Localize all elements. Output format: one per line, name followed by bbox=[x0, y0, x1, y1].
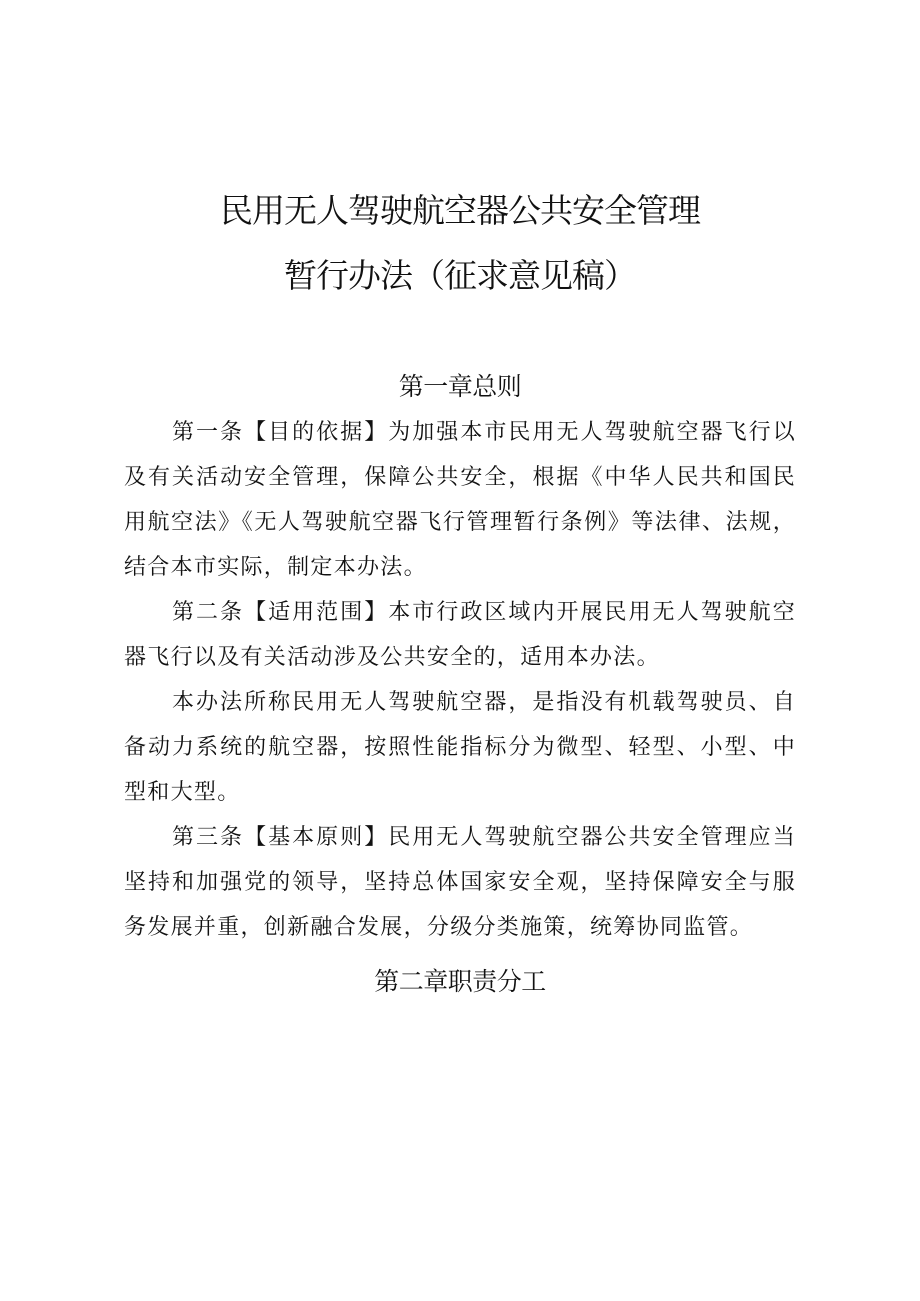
article-1-paragraph: 第一条【目的依据】为加强本市民用无人驾驶航空器飞行以及有关活动安全管理，保障公共安全，根据《中华人民共和国民用航空法》《无人驾驶航空器飞行管理暂行条例》等法律、法规，结合本市实际，制定本办法。 bbox=[124, 420, 796, 580]
document-title-line-2: 暂行办法（征求意见稿） bbox=[284, 256, 636, 295]
document-title-line-1: 民用无人驾驶航空器公共安全管理 bbox=[220, 191, 700, 230]
article-3-paragraph: 第三条【基本原则】民用无人驾驶航空器公共安全管理应当坚持和加强党的领导，坚持总体国家安全观，坚持保障安全与服务发展并重，创新融合发展，分级分类施策，统筹协同监管。 bbox=[124, 825, 796, 940]
chapter-heading-general-provisions: 第一章总则 bbox=[398, 372, 522, 401]
definition-paragraph: 本办法所称民用无人驾驶航空器，是指没有机载驾驶员、自备动力系统的航空器，按照性能指标分为微型、轻型、小型、中型和大型。 bbox=[124, 690, 796, 805]
chapter-heading-responsibilities: 第二章职责分工 bbox=[374, 967, 546, 996]
article-2-paragraph: 第二条【适用范围】本市行政区域内开展民用无人驾驶航空器飞行以及有关活动涉及公共安全的，适用本办法。 bbox=[124, 600, 796, 670]
